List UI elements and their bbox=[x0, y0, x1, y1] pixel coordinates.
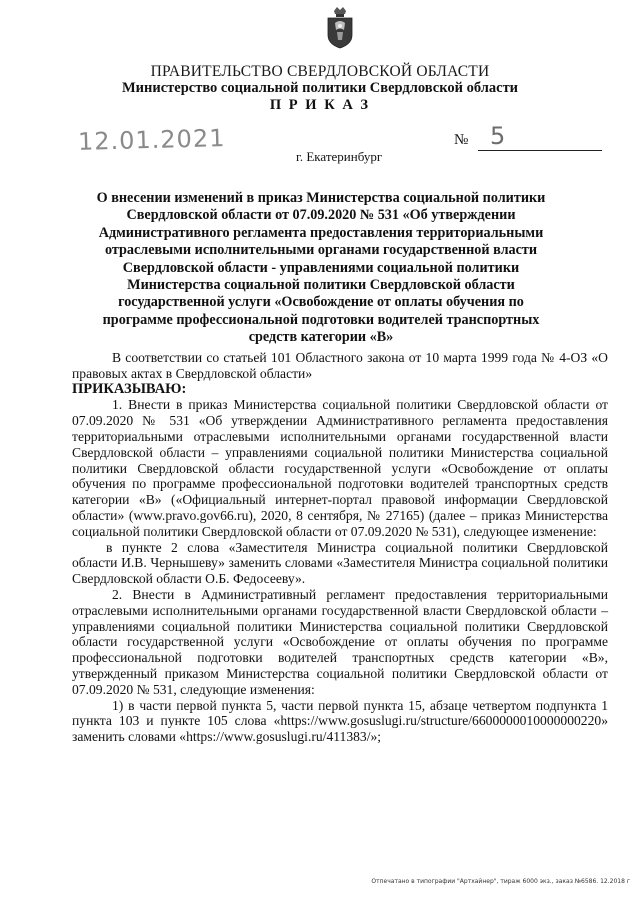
document-type: П Р И К А З bbox=[269, 97, 371, 113]
number-underline bbox=[478, 150, 602, 151]
document-body bbox=[72, 350, 608, 745]
print-footer: Отпечатано в типографии "Артхайнер", тираж 6000 экз., заказ №6586. 12.2018 г bbox=[371, 878, 630, 885]
document-title: О внесении изменений в приказ Министерства социальной политики Свердловской области от 07.09.2020 № 531 «Об утверждении Административного регламента предоставления территориальными отраслевыми исполнительными органами государственной власти Свердловской области - управлениями социальной политики Министерства социальной политики Свердловской области государственной услуги «Освобождение от оплаты обучения по программе профессиональной подготовки водителей транспортных средств категории «В» bbox=[96, 190, 546, 346]
item-1-sub: в пункте 2 слова «Заместителя Министра социальной политики Свердловской области И.В. Чернышеву» заменить словами «Заместителя Министра социальной политики Свердловской области О.Б. Федосееву». bbox=[72, 539, 608, 587]
intro-paragraph: В соответствии со статьей 101 Областного закона от 10 марта 1999 года № 4-ОЗ «О правовых актах в Свердловской области» bbox=[72, 350, 608, 381]
city: г. Екатеринбург bbox=[296, 149, 383, 164]
item-2: 2. Внести в Административный регламент предоставления территориальными отраслевыми исполнительными органами государственной власти Свердловской области – управлениями социальной политики Министерства социальной политики Свердловской области государственной услуги «Освобождение от оплаты обучения по программе профессиональной подготовки водителей транспортных средств категории «В», утвержденный приказом Министерства социальной политики Свердловской области от 07.09.2020 № 531, следующие изменения: bbox=[72, 586, 608, 697]
item-2-sub-1: 1) в части первой пункта 5, части первой пункта 15, абзаце четвертом подпункта 1 пункта 103 и пункте 105 слова «https://www.gosuslugi.ru/structure/6600000010000000220» заменить словами «https://www.gosuslugi.ru/411383/»; bbox=[72, 697, 608, 745]
number-sign: № bbox=[454, 132, 469, 148]
coat-of-arms-emblem bbox=[325, 5, 355, 49]
government-name: ПРАВИТЕЛЬСТВО СВЕРДЛОВСКОЙ ОБЛАСТИ bbox=[150, 63, 490, 80]
item-1: 1. Внести в приказ Министерства социальной политики Свердловской области от 07.09.2020 № 531 «Об утверждении Административного регламента предоставления территориальными отраслевыми исполнительными органами государственной власти Свердловской области – управлениями социальной политики Министерства социальной политики Свердловской области государственной услуги «Освобождение от оплаты обучения по программе профессиональной подготовки водителей транспортных средств категории «В» («Официальный интернет-портал правовой информации Свердловской области» (www.pravo.gov66.ru), 2020, 8 сентября, № 27165) (далее – приказ Министерства социальной политики Свердловской области от 07.09.2020 № 531), следующее изменение: bbox=[72, 397, 608, 539]
document-number: 5 bbox=[490, 122, 506, 150]
document-date: 12.01.2021 bbox=[77, 124, 226, 156]
order-heading: ПРИКАЗЫВАЮ: bbox=[72, 380, 187, 397]
ministry-name: Министерство социальной политики Свердловской области bbox=[121, 80, 519, 96]
